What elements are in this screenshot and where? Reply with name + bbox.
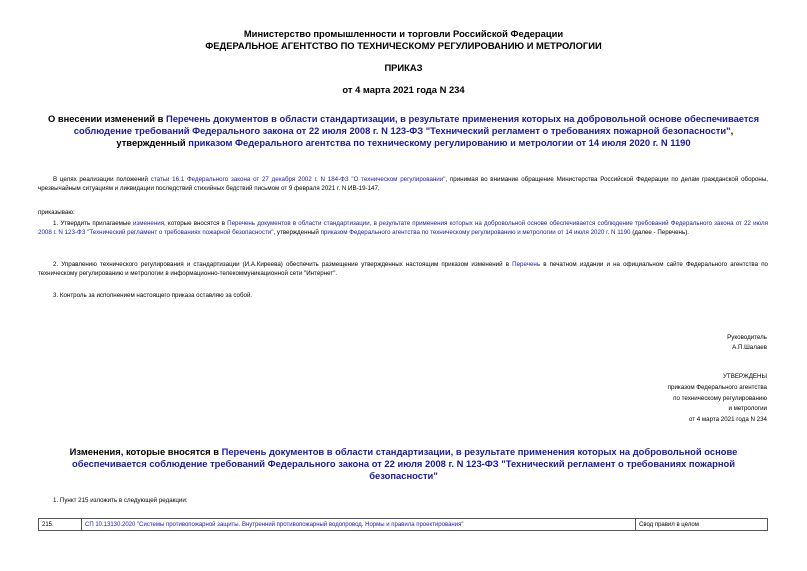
item1-link-changes[interactable]: изменения [132, 220, 165, 227]
signature-name: А.П.Шалаев [732, 343, 767, 351]
approval-block [668, 372, 767, 426]
orders-label: приказываю: [38, 209, 75, 216]
table-link-document[interactable]: СП 10.13130.2020 "Системы противопожарной защиты. Внутренний противопожарный водопровод. Нормы и правила проектирования" [85, 521, 464, 528]
item2-link-list[interactable]: Перечень [512, 261, 541, 268]
title-link-list[interactable]: Перечень документов в области стандартизации, в результате применения которых на добровольной основе обеспечивается соблюдение требований Федерального закона от 22 июля 2008 г. N 123-ФЗ "Технический регламент о требованиях пожарной безопасности" [73, 113, 760, 137]
item1-text-2: , которые вносятся в [164, 220, 228, 227]
changes-title [40, 446, 767, 483]
preamble-text-2: , принимая во внимание обращение Министерства Российской Федерации по делам гражданской обороны, чрезвычайным ситуациям и ликвидации последствий стихийных бедствий письмом от 9 февраля 2021 г. N ИВ-19-147, [38, 176, 768, 193]
preamble-text-1: В целях реализации положений [53, 176, 151, 183]
title-text-2: , утвержденный [116, 125, 734, 149]
item2-text-2: в печатном издании и на официальном сайте Федерального агентства по техническому регулированию и метрологии в информационно-телекоммуникационной сети "Интернет". [38, 261, 768, 278]
document-title [40, 113, 767, 150]
table-cell-type: Свод правил в целом [636, 519, 768, 531]
title-link-order[interactable]: приказом Федерального агентства по техническому регулированию и метрологии от 14 июля 2020 г. N 1190 [188, 137, 691, 149]
change-item-1: 1. Пункт 215 изложить в следующей редакции: [53, 497, 188, 504]
agency-name: ФЕДЕРАЛЬНОЕ АГЕНТСТВО ПО ТЕХНИЧЕСКОМУ РЕГУЛИРОВАНИЮ И МЕТРОЛОГИИ [205, 40, 602, 51]
signature-position: Руководитель [727, 334, 767, 341]
changes-title-text-1: Изменения, которые вносятся в [69, 446, 222, 457]
doc-type: ПРИКАЗ [384, 62, 423, 73]
preamble-paragraph [38, 175, 768, 193]
item1-link-list[interactable]: Перечень документов в области стандартизации, в результате применения которых на добровольной основе обеспечивается соблюдение требований Федерального закона от 22 июля 2008 г. N 123-ФЗ "Технический регламент о требованиях пожарной безопасности" [38, 220, 768, 237]
changes-title-link-list[interactable]: Перечень документов в области стандартизации, в результате применения которых на добровольной основе обеспечивается соблюдение требований Федерального закона от 22 июля 2008 г. N 123-ФЗ "Технический регламент о требованиях пожарной безопасности" [71, 446, 738, 482]
table-cell-number: 215. [39, 519, 82, 531]
ministry-name: Министерство промышленности и торговли Российской Федерации [243, 28, 564, 39]
item-3-paragraph: 3. Контроль за исполнением настоящего приказа оставляю за собой. [53, 292, 253, 299]
item1-text-4: (далее - Перечень). [630, 229, 689, 237]
changes-table [38, 518, 768, 531]
approved-line-3: по техническому регулированию [673, 394, 767, 402]
doc-date-number: от 4 марта 2021 года N 234 [342, 84, 465, 95]
approved-line-2: приказом Федерального агентства [667, 383, 767, 391]
approved-line-5: от 4 марта 2021 года N 234 [688, 416, 767, 424]
approved-line-4: и метрологии [728, 405, 767, 413]
signature-block [727, 333, 767, 352]
approved-line-1: УТВЕРЖДЕНЫ [723, 373, 767, 380]
title-text-1: О внесении изменений в [47, 113, 166, 124]
table-row [39, 519, 768, 531]
preamble-link-law[interactable]: статьи 16.1 Федерального закона от 27 декабря 2002 г. N 184-ФЗ "О техническом регулировании" [150, 176, 446, 183]
item-1-paragraph [38, 219, 768, 237]
item1-link-order[interactable]: приказом Федерального агентства по техническому регулированию и метрологии от 14 июля 2020 г. N 1190 [320, 229, 631, 237]
item2-text-1: 2. Управлению технического регулирования и стандартизации (И.А.Киреева) обеспечить размещение утвержденных настоящим приказом изменений в [53, 261, 513, 268]
item-2-paragraph [38, 260, 768, 278]
table-cell-document [82, 519, 636, 531]
item1-text-3: , утвержденный [273, 229, 321, 237]
item1-text-1: 1. Утвердить прилагаемые [53, 220, 133, 227]
